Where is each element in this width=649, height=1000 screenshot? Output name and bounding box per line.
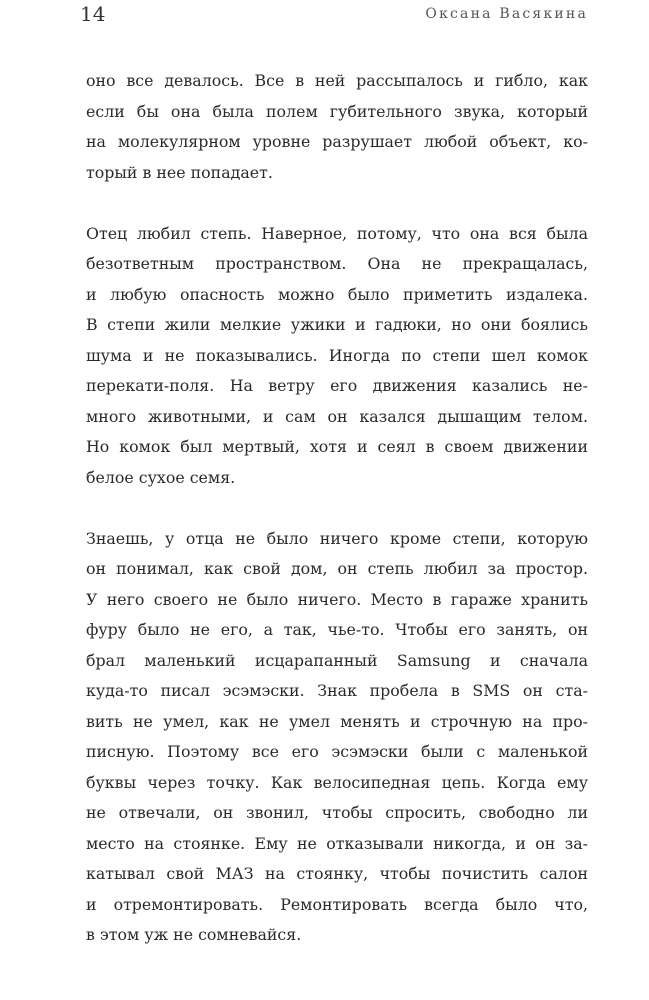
text-line: Отец любил степь. Наверное, потому, что она вся была <box>86 223 588 243</box>
text-line: он понимал, как свой дом, он степь любил за простор. <box>86 559 588 578</box>
text-line: и любую опасность можно было приметить издалека. <box>86 284 588 304</box>
text-line: в этом уж не сомневайся. <box>86 925 302 944</box>
text-line: белое сухое семя. <box>86 467 236 487</box>
text-line: место на стоянке. Ему не отказывали никогда, и он за- <box>86 833 588 853</box>
text-line: не отвечали, он звонил, чтобы спросить, свободно ли <box>86 803 588 822</box>
text-line: У него своего не было ничего. Место в гараже хранить <box>86 589 588 609</box>
text-line: писную. Поэтому все его эсэмэски были с маленькой <box>86 742 588 761</box>
paragraph <box>86 524 588 951</box>
page-number: 14 <box>80 2 106 26</box>
author-name: Оксана Васякина <box>425 6 588 22</box>
text-line: оно все девалось. Все в ней рассыпалось и гибло, как <box>86 71 588 90</box>
text-line: безответным пространством. Она не прекращалась, <box>86 254 588 273</box>
text-line: В степи жили мелкие ужики и гадюки, но они боялись <box>86 315 588 334</box>
text-line: торый в нее попадает. <box>86 162 273 182</box>
text-line: шума и не показывались. Иногда по степи шел комок <box>86 345 588 365</box>
text-line: буквы через точку. Как велосипедная цепь. Когда ему <box>86 772 588 792</box>
text-line: если бы она была полем губительного звука, который <box>86 101 588 121</box>
paragraph-gap <box>86 188 588 219</box>
paragraph-gap <box>86 493 588 524</box>
text-line: фуру было не его, а так, чье-то. Чтобы его занять, он <box>86 620 588 639</box>
text-line: катывал свой МАЗ на стоянку, чтобы почистить салон <box>86 864 588 883</box>
body-text <box>86 66 588 951</box>
text-line: много животными, и сам он казался дышащим телом. <box>86 406 588 426</box>
text-line: Но комок был мертвый, хотя и сеял в своем движении <box>86 437 588 456</box>
paragraph <box>86 219 588 494</box>
text-line: куда-то писал эсэмэски. Знак пробела в SMS он ста- <box>86 681 588 700</box>
text-line: брал маленький исцарапанный Samsung и сначала <box>86 650 588 670</box>
text-line: и отремонтировать. Ремонтировать всегда было что, <box>86 894 588 914</box>
paragraph <box>86 66 588 188</box>
text-line: вить не умел, как не умел менять и строчную на про- <box>86 711 588 731</box>
text-line: перекати-поля. На ветру его движения казались не- <box>86 376 588 395</box>
running-head <box>80 2 588 32</box>
text-line: на молекулярном уровне разрушает любой объект, ко- <box>86 132 588 151</box>
text-line: Знаешь, у отца не было ничего кроме степи, которую <box>86 528 588 548</box>
